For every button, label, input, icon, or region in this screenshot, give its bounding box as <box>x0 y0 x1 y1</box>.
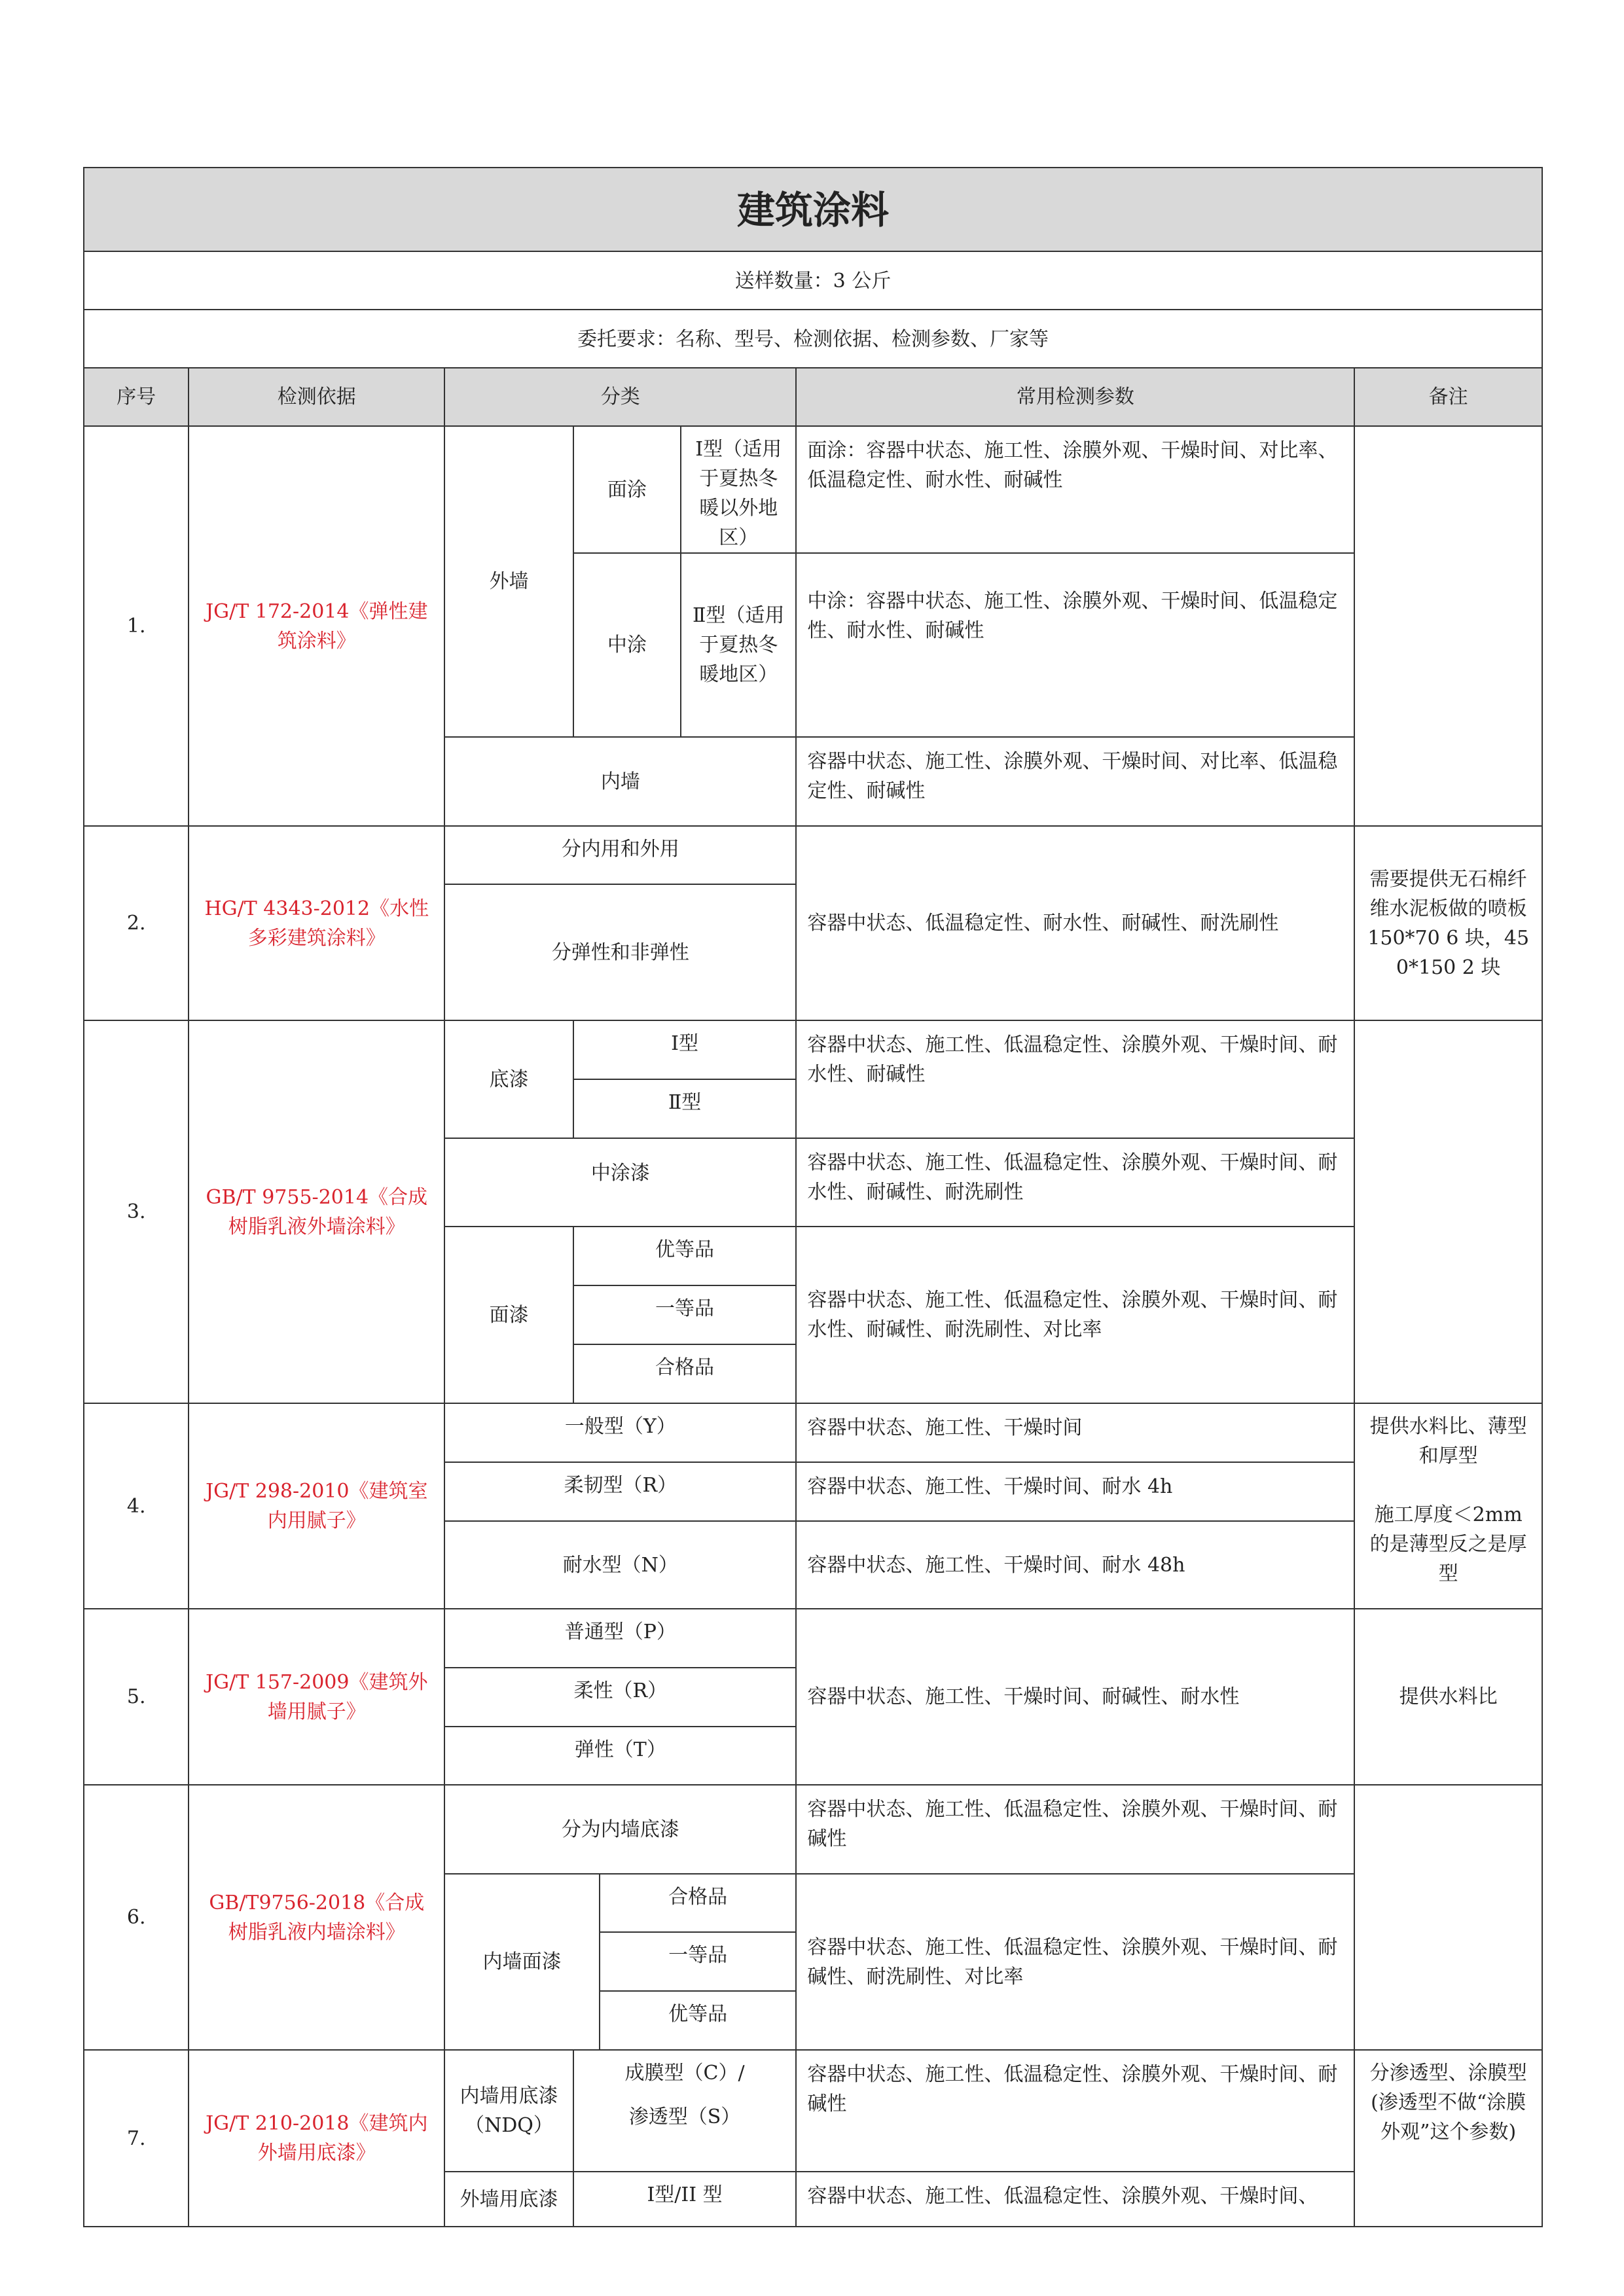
category-cell: 外墙 <box>444 426 573 737</box>
col-params: 常用检测参数 <box>796 368 1354 426</box>
params-cell: 容器中状态、施工性、低温稳定性、涂膜外观、干燥时间、耐水性、耐碱性、耐洗刷性、对比率 <box>796 1227 1354 1403</box>
table-row <box>84 1403 1542 1462</box>
standard-basis: JG/T 210-2018《建筑内外墙用底漆》 <box>189 2050 444 2227</box>
category-cell: Ⅰ型/II 型 <box>573 2172 797 2227</box>
category-cell: 外墙用底漆 <box>444 2172 573 2227</box>
col-note: 备注 <box>1354 368 1542 426</box>
note-cell <box>1354 426 1542 826</box>
table-row <box>84 1020 1542 1079</box>
table-row <box>84 426 1542 553</box>
row-number: 1. <box>84 426 189 826</box>
col-no: 序号 <box>84 368 189 426</box>
row-number: 7. <box>84 2050 189 2227</box>
category-cell: Ⅰ型（适用于夏热冬暖以外地区） <box>681 426 796 553</box>
standard-basis: JG/T 298-2010《建筑室内用腻子》 <box>189 1403 444 1609</box>
category-cell: 底漆 <box>444 1020 573 1138</box>
note-cell: 需要提供无石棉纤维水泥板做的喷板 150*70 6 块，450*150 2 块 <box>1354 826 1542 1020</box>
page-title: 建筑涂料 <box>83 167 1543 251</box>
category-cell: Ⅱ型 <box>573 1079 797 1138</box>
params-cell: 容器中状态、施工性、低温稳定性、涂膜外观、干燥时间、耐水性、耐碱性、耐洗刷性 <box>796 1138 1354 1227</box>
note-cell: 提供水料比 <box>1354 1609 1542 1785</box>
sample-quantity: 送样数量：3 公斤 <box>83 251 1543 309</box>
category-line: 成膜型（C）/ <box>624 2062 745 2085</box>
header-row <box>84 368 1542 426</box>
category-cell: 中涂漆 <box>444 1138 796 1227</box>
category-cell: 柔韧型（R） <box>444 1462 796 1521</box>
row-number: 2. <box>84 826 189 1020</box>
params-cell: 容器中状态、施工性、低温稳定性、涂膜外观、干燥时间、耐水性、耐碱性 <box>796 1020 1354 1138</box>
category-cell: 分内用和外用 <box>444 826 796 884</box>
standard-basis: HG/T 4343-2012《水性多彩建筑涂料》 <box>189 826 444 1020</box>
row-number: 4. <box>84 1403 189 1609</box>
coatings-table <box>83 367 1543 2227</box>
category-cell: 面涂 <box>573 426 681 553</box>
params-cell: 容器中状态、施工性、干燥时间 <box>796 1403 1354 1462</box>
note-cell <box>1354 1785 1542 2050</box>
category-cell: Ⅰ型 <box>573 1020 797 1079</box>
standard-basis: GB/T9756-2018《合成树脂乳液内墙涂料》 <box>189 1785 444 2050</box>
params-cell: 容器中状态、施工性、低温稳定性、涂膜外观、干燥时间、耐碱性 <box>796 2050 1354 2172</box>
category-cell: 一等品 <box>600 1932 797 1991</box>
row-number: 6. <box>84 1785 189 2050</box>
category-cell: 面漆 <box>444 1227 573 1403</box>
note-cell: 分渗透型、涂膜型(渗透型不做“涂膜外观”这个参数) <box>1354 2050 1542 2227</box>
category-cell: 耐水型（N） <box>444 1521 796 1609</box>
category-cell: Ⅱ型（适用于夏热冬暖地区） <box>681 553 796 737</box>
params-cell: 容器中状态、施工性、干燥时间、耐水 48h <box>796 1521 1354 1609</box>
row-number: 3. <box>84 1020 189 1403</box>
category-cell: 内墙用底漆（NDQ） <box>444 2050 573 2172</box>
params-cell: 容器中状态、施工性、低温稳定性、涂膜外观、干燥时间、 <box>796 2172 1354 2227</box>
category-cell: 分为内墙底漆 <box>444 1785 796 1874</box>
row-number: 5. <box>84 1609 189 1785</box>
category-cell: 合格品 <box>573 1344 797 1403</box>
category-cell: 内墙 <box>444 737 796 826</box>
category-cell: 弹性（T） <box>444 1727 796 1785</box>
category-line: 渗透型（S） <box>628 2106 741 2128</box>
category-cell: 中涂 <box>573 553 681 737</box>
note-cell <box>1354 1020 1542 1403</box>
params-cell: 容器中状态、施工性、涂膜外观、干燥时间、对比率、低温稳定性、耐碱性 <box>796 737 1354 826</box>
category-cell: 合格品 <box>600 1874 797 1932</box>
category-cell: 柔性（R） <box>444 1668 796 1727</box>
params-cell: 容器中状态、施工性、低温稳定性、涂膜外观、干燥时间、耐碱性 <box>796 1785 1354 1874</box>
params-cell: 容器中状态、低温稳定性、耐水性、耐碱性、耐洗刷性 <box>796 826 1354 1020</box>
category-cell: 优等品 <box>573 1227 797 1285</box>
col-basis: 检测依据 <box>189 368 444 426</box>
params-cell: 面涂：容器中状态、施工性、涂膜外观、干燥时间、对比率、低温稳定性、耐水性、耐碱性 <box>796 426 1354 553</box>
commission-requirements: 委托要求：名称、型号、检测依据、检测参数、厂家等 <box>83 309 1543 367</box>
category-cell: 分弹性和非弹性 <box>444 884 796 1020</box>
params-cell: 容器中状态、施工性、干燥时间、耐碱性、耐水性 <box>796 1609 1354 1785</box>
category-cell <box>573 2050 797 2172</box>
params-cell: 中涂：容器中状态、施工性、涂膜外观、干燥时间、低温稳定性、耐水性、耐碱性 <box>796 553 1354 737</box>
category-cell: 一般型（Y） <box>444 1403 796 1462</box>
note-line: 施工厚度＜2mm 的是薄型反之是厚型 <box>1369 1503 1527 1585</box>
params-cell: 容器中状态、施工性、低温稳定性、涂膜外观、干燥时间、耐碱性、耐洗刷性、对比率 <box>796 1874 1354 2050</box>
standard-basis: JG/T 172-2014《弹性建筑涂料》 <box>189 426 444 826</box>
category-cell: 优等品 <box>600 1991 797 2050</box>
category-cell: 一等品 <box>573 1285 797 1344</box>
col-category: 分类 <box>444 368 796 426</box>
params-cell: 容器中状态、施工性、干燥时间、耐水 4h <box>796 1462 1354 1521</box>
standard-basis: JG/T 157-2009《建筑外墙用腻子》 <box>189 1609 444 1785</box>
table-row <box>84 1785 1542 1874</box>
table-row <box>84 2050 1542 2172</box>
standard-basis: GB/T 9755-2014《合成树脂乳液外墙涂料》 <box>189 1020 444 1403</box>
note-cell <box>1354 1403 1542 1609</box>
table-row <box>84 1609 1542 1668</box>
category-cell: 普通型（P） <box>444 1609 796 1668</box>
category-cell: 内墙面漆 <box>444 1874 600 2050</box>
note-line: 提供水料比、薄型和厚型 <box>1369 1415 1527 1467</box>
table-row <box>84 826 1542 884</box>
